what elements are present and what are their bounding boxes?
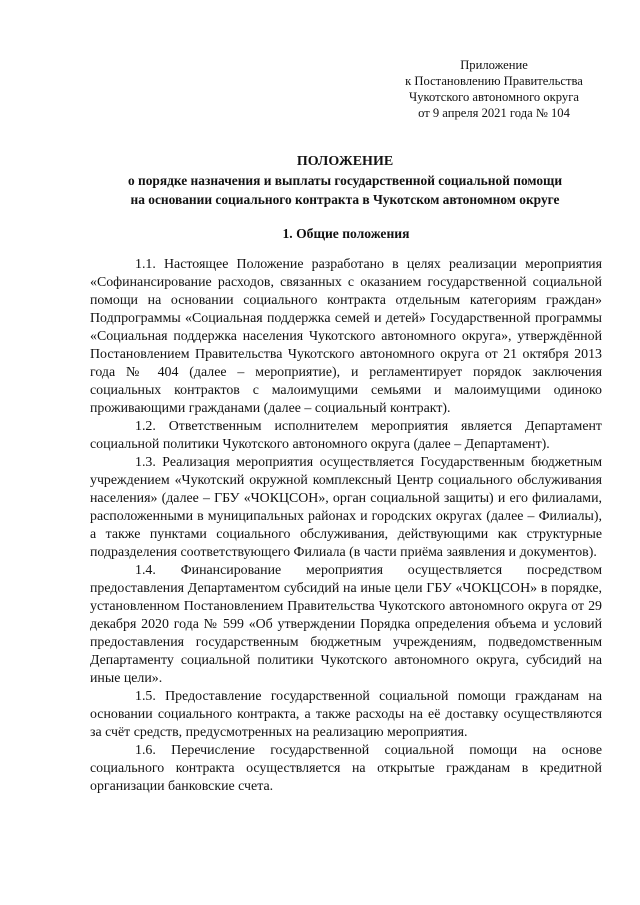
appendix-line-4: от 9 апреля 2021 года № 104: [418, 106, 570, 120]
appendix-line-1: Приложение: [460, 58, 528, 72]
paragraph-1-4: 1.4. Финансирование мероприятия осуществляется посредством предоставления Департаментом субсидий на иные цели ГБУ «ЧОКЦСОН» в порядке, установленном Постановлением Правительства Чукотского автономного округа от 29 декабря 2020 года № 599 «Об утверждении Порядка определения объема и условий предоставления государственным бюджетным учреждениям, подведомственным Департаменту социальной политики Чукотского автономного округа, субсидий на иные цели».: [90, 563, 602, 686]
document-body: [90, 256, 602, 796]
paragraph-1-3: 1.3. Реализация мероприятия осуществляется Государственным бюджетным учреждением «Чукотский окружной комплексный Центр социального обслуживания населения» (далее – ГБУ «ЧОКЦСОН», орган социальной защиты) и его филиалами, расположенными в муниципальных районах и городских округах (далее – Филиалы), а также пунктами социального обслуживания, действующими как структурные подразделения соответствующего Филиала (в части приёма заявления и документов).: [90, 455, 602, 560]
paragraph-1-5: 1.5. Предоставление государственной социальной помощи гражданам на основании социального контракта, а также расходы на её доставку осуществляются за счёт средств, предусмотренных на реализацию мероприятия.: [90, 689, 602, 740]
title-line-3: на основании социального контракта в Чукотском автономном округе: [130, 192, 560, 207]
appendix-note: [378, 57, 610, 121]
document-title: [80, 152, 610, 209]
paragraph-1-1: 1.1. Настоящее Положение разработано в целях реализации мероприятия «Софинансирование расходов, связанных с оказанием государственной социальной помощи на основании социального контракта отдельным категориям граждан» Подпрограммы «Социальная поддержка семей и детей» Государственной программы «Социальная поддержка населения Чукотского автономного округа», утверждённой Постановлением Правительства Чукотского автономного округа от 21 октября 2013 года № 404 (далее – мероприятие), и регламентирует порядок заключения социальных контрактов с малоимущими семьями и малоимущими одиноко проживающими гражданами (далее – социальный контракт).: [90, 257, 602, 416]
title-line-1: ПОЛОЖЕНИЕ: [296, 154, 394, 169]
title-line-2: о порядке назначения и выплаты государственной социальной помощи: [127, 173, 563, 188]
section-heading: 1. Общие положения: [282, 226, 410, 241]
paragraph-1-6: 1.6. Перечисление государственной социальной помощи на основе социального контракта осуществляется на открытые гражданам в кредитной организации банковские счета.: [90, 743, 602, 794]
paragraph-1-2: 1.2. Ответственным исполнителем мероприятия является Департамент социальной политики Чукотского автономного округа (далее – Департамент).: [90, 419, 602, 452]
appendix-line-2: к Постановлению Правительства: [405, 74, 583, 88]
appendix-line-3: Чукотского автономного округа: [409, 90, 579, 104]
